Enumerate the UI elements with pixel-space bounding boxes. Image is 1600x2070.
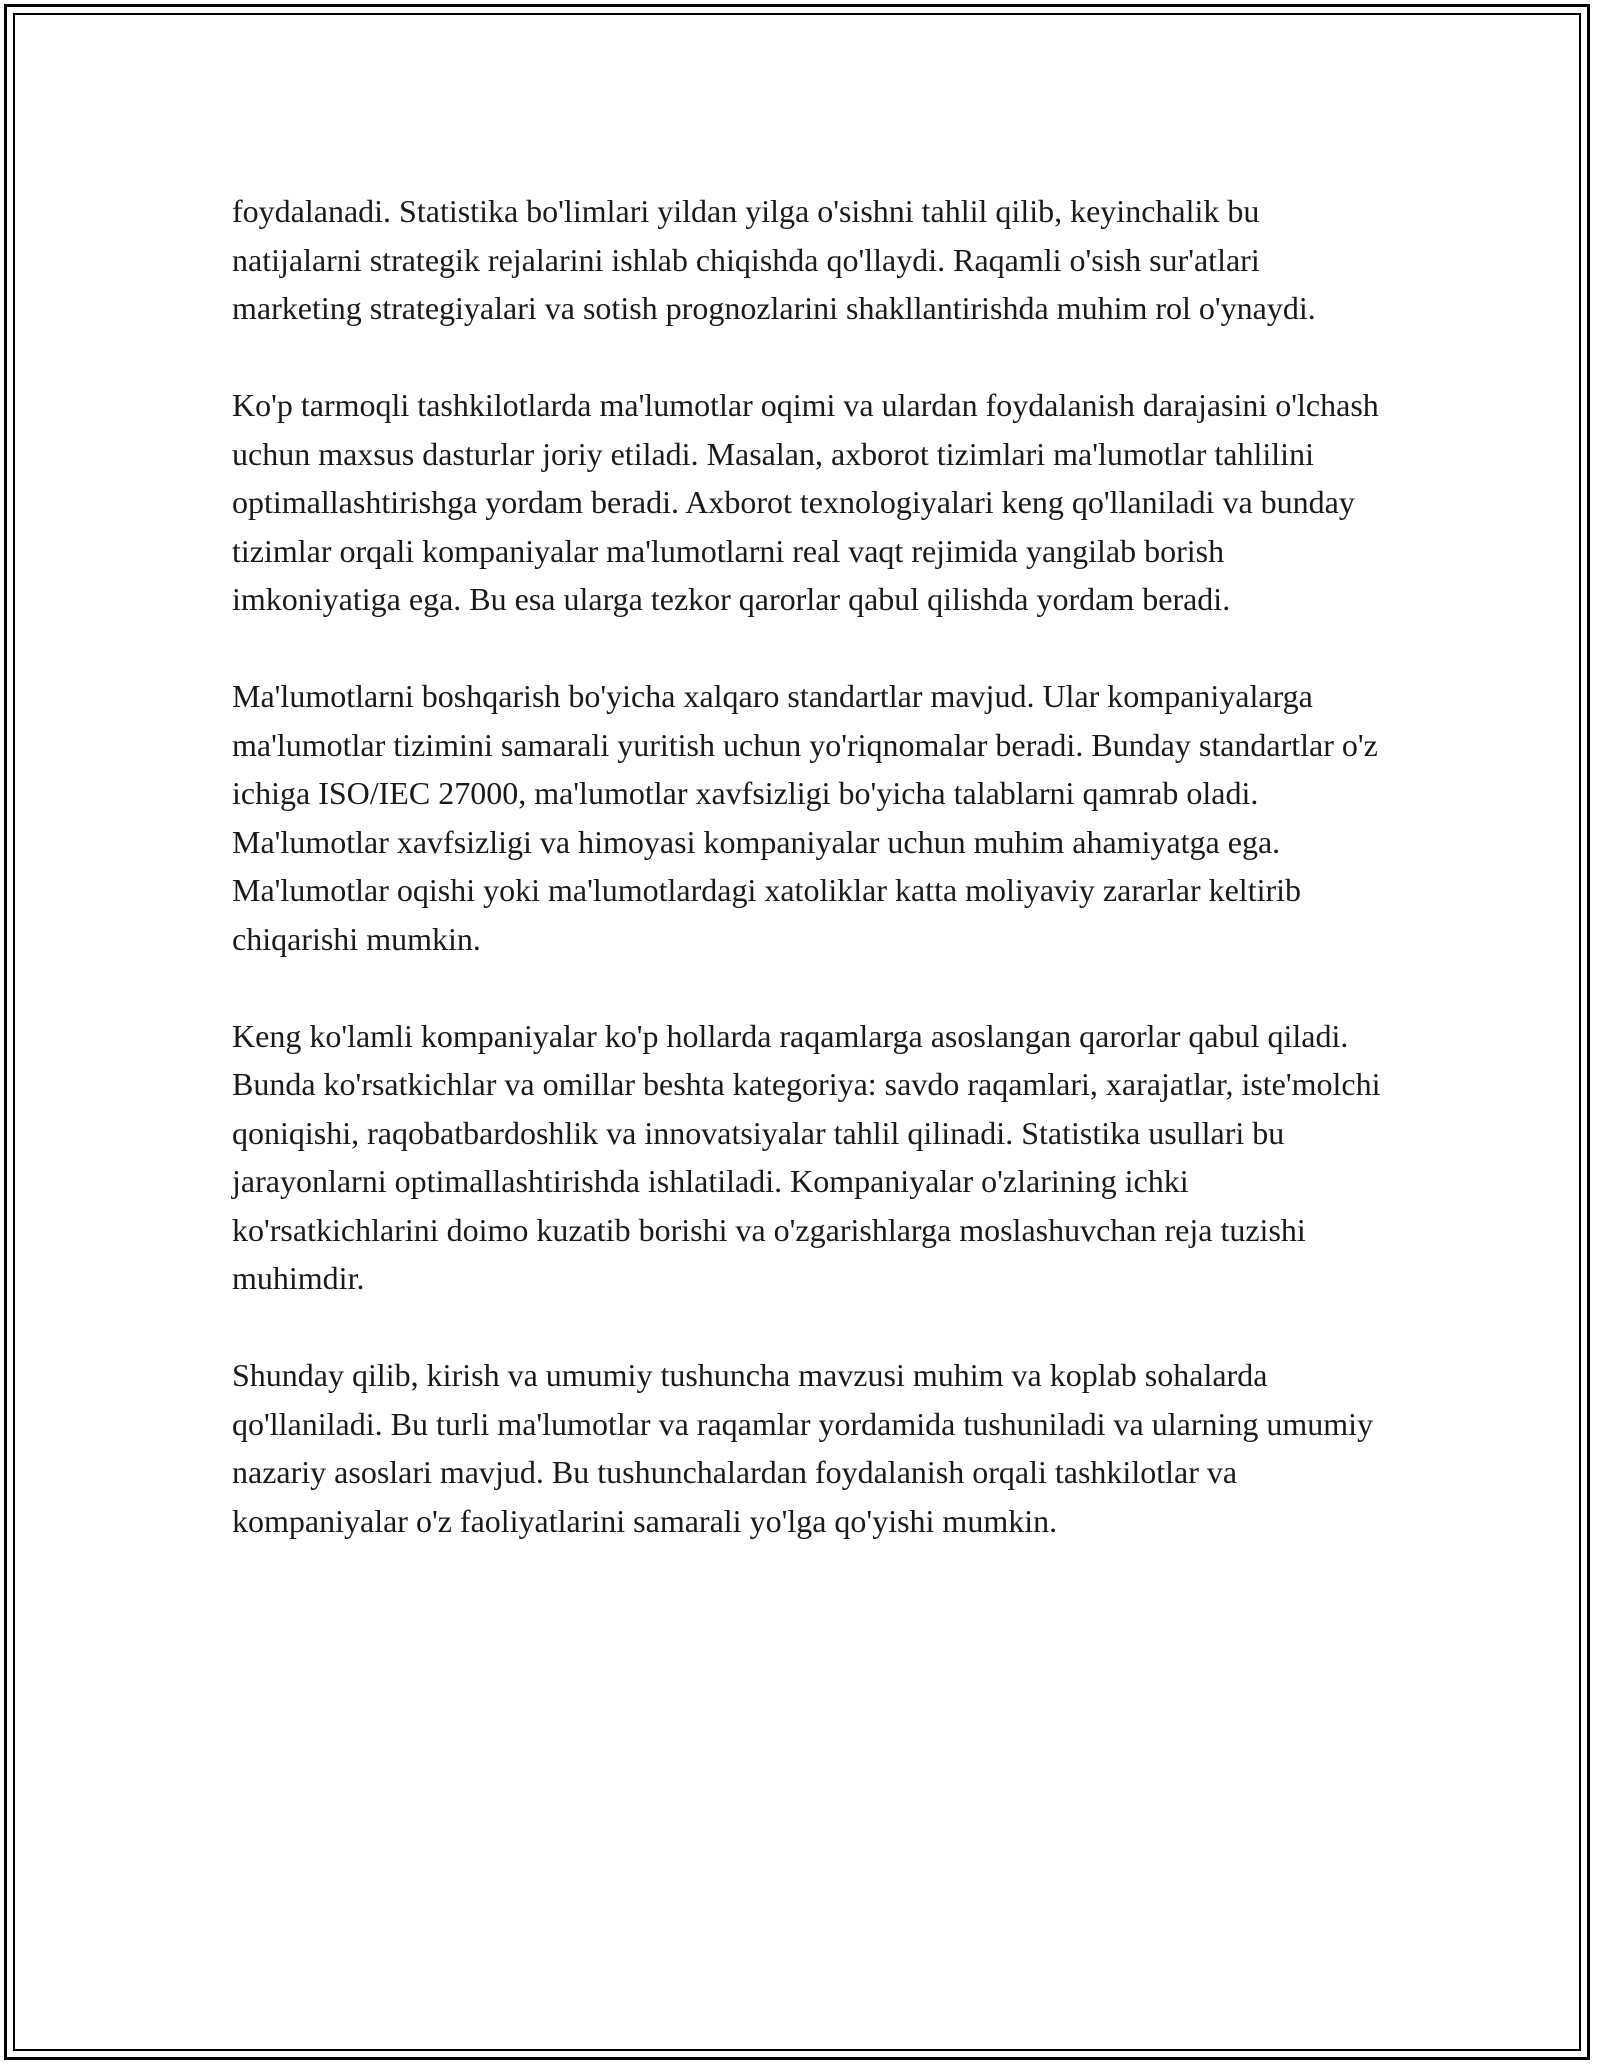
paragraph-4: Keng ko'lamli kompaniyalar ko'p hollarda raqamlarga asoslangan qarorlar qabul qiladi. Bunda ko'rsatkichlar va omillar beshta kategoriya: savdo raqamlari, xarajatlar, iste'molchi qoniqishi, raqobatbardoshlik va innovatsiyalar tahlil qilinadi. Statistika usullari bu jarayonlarni optimallashtirishda ishlatiladi. Kompaniyalar o'zlarining ichki ko'rsatkichlarini doimo kuzatib borishi va o'zgarishlarga moslashuvchan reja tuzishi muhimdir. — [232, 1017, 1381, 1296]
paragraph-2: Ko'p tarmoqli tashkilotlarda ma'lumotlar oqimi va ulardan foydalanish darajasini o'lchash uchun maxsus dasturlar joriy etiladi. Masalan, axborot tizimlari ma'lumotlar tahlilini optimallashtirishga yordam beradi. Axborot texnologiyalari keng qo'llaniladi va bunday tizimlar orqali kompaniyalar ma'lumotlarni real vaqt rejimida yangilab borish imkoniyatiga ega. Bu esa ularga tezkor qarorlar qabul qilishda yordam beradi. — [232, 387, 1379, 617]
document-body — [232, 187, 1392, 1594]
paragraph-3: Ma'lumotlarni boshqarish bo'yicha xalqaro standartlar mavjud. Ular kompaniyalarga ma'lumotlar tizimini samarali yuritish uchun yo'riqnomalar beradi. Bunday standartlar o'z ichiga ISO/IEC 27000, ma'lumotlar xavfsizligi bo'yicha talablarni qamrab oladi. Ma'lumotlar xavfsizligi va himoyasi kompaniyalar uchun muhim ahamiyatga ega. Ma'lumotlar oqishi yoki ma'lumotlardagi xatoliklar katta moliyaviy zararlar keltirib chiqarishi mumkin. — [232, 678, 1378, 957]
paragraph-5: Shunday qilib, kirish va umumiy tushuncha mavzusi muhim va koplab sohalarda qo'llaniladi. Bu turli ma'lumotlar va raqamlar yordamida tushuniladi va ularning umumiy nazariy asoslari mavjud. Bu tushunchalardan foydalanish orqali tashkilotlar va kompaniyalar o'z faoliyatlarini samarali yo'lga qo'yishi mumkin. — [232, 1357, 1374, 1539]
paragraph-1: foydalanadi. Statistika bo'limlari yildan yilga o'sishni tahlil qilib, keyinchalik bu natijalarni strategik rejalarini ishlab chiqishda qo'llaydi. Raqamli o'sish sur'atlari marketing strategiyalari va sotish prognozlarini shakllantirishda muhim rol o'ynaydi. — [232, 193, 1316, 326]
